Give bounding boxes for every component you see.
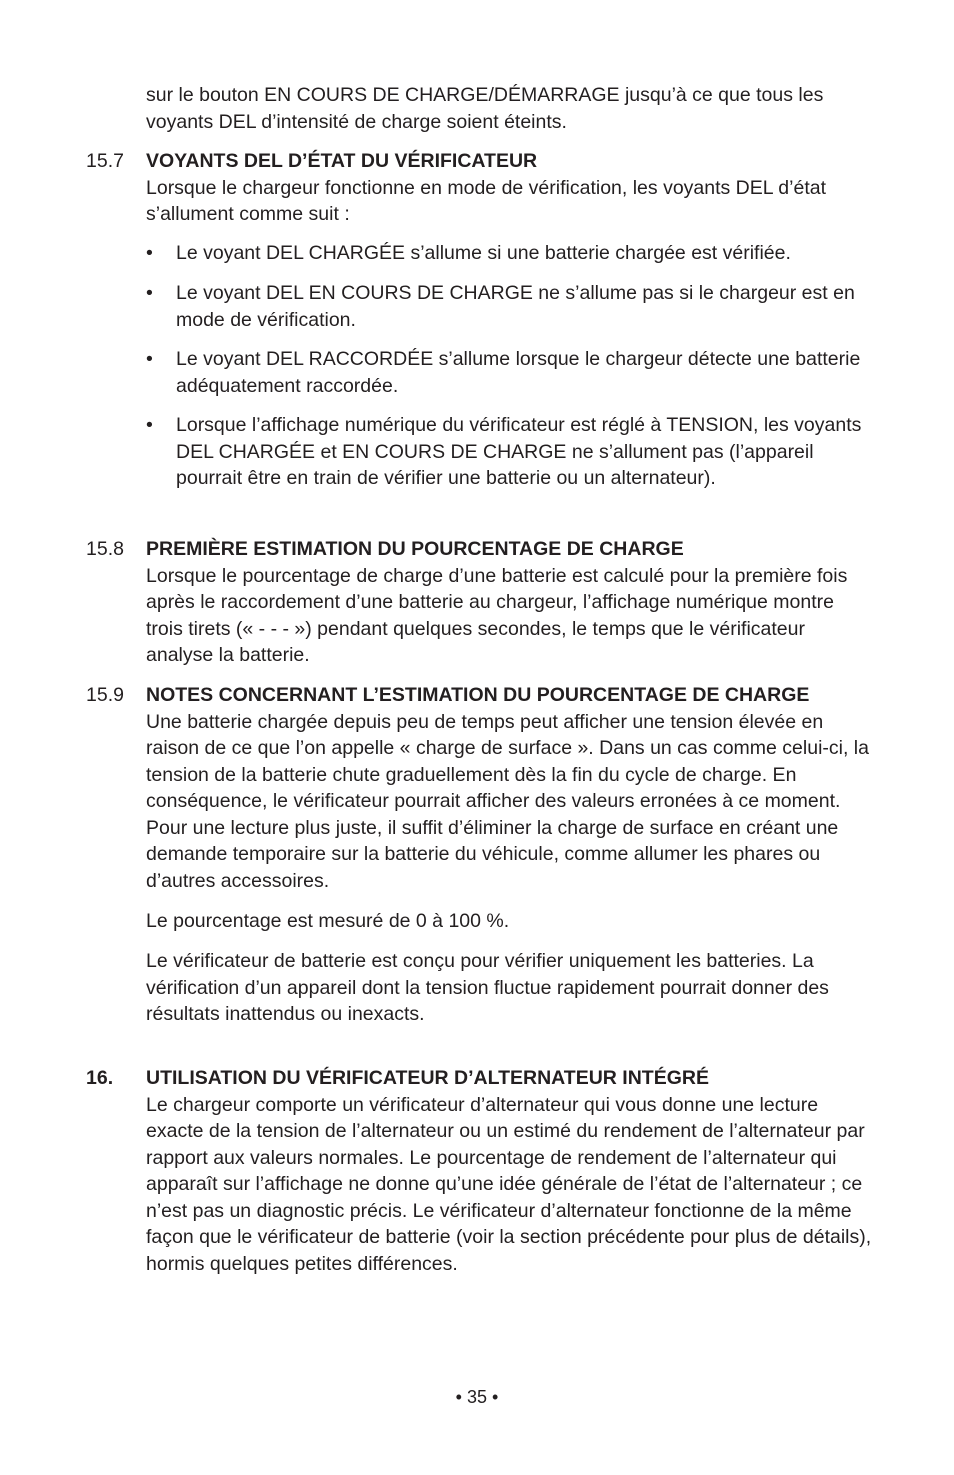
section-heading: VOYANTS DEL D’ÉTAT DU VÉRIFICATEUR [146,150,538,172]
bullet-icon: • [146,348,153,370]
section-number-16: 16. [86,1067,114,1089]
page-number: • 35 • [455,1387,499,1407]
section-body: Lorsque le pourcentage de charge d’une batterie est calculé pour la première fois après le raccordement d’une batterie au chargeur, l’affichage numérique montre trois tirets (« - - - ») pendant quelques secondes, le temps que le vérificateur analyse la batterie. [146,564,848,666]
section-body: Le chargeur comporte un vérificateur d’alternateur qui vous donne une lecture exacte de la tension de l’alternateur ou un estimé du rendement de l’alternateur par rapport aux valeurs normales. Le pourcentage de rendement de l’alternateur qui apparaît sur l’affichage ne donne qu’une idée générale de l’état de l’alternateur ; ce n’est pas un diagnostic précis. Le vérificateur d’alternateur fonctionne de la même façon que le vérificateur de batterie (voir la section précédente pour plus de détails), hormis quelques petites différences. [146,1093,872,1275]
section-16 [146,1065,876,1277]
section-heading: UTILISATION DU VÉRIFICATEUR D’ALTERNATEUR INTÉGRÉ [146,1067,709,1089]
tester-paragraph: Le vérificateur de batterie est conçu pour vérifier uniquement les batteries. La vérification d’un appareil dont la tension fluctue rapidement pourrait donner des résultats inattendus ou inexacts. [146,950,829,1025]
section-heading: PREMIÈRE ESTIMATION DU POURCENTAGE DE CHARGE [146,538,684,560]
list-item: Le voyant DEL RACCORDÉE s’allume lorsque le chargeur détecte une batterie adéquatement raccordée. [176,348,861,397]
bullet-icon: • [146,282,153,304]
bullet-icon: • [146,242,153,264]
section-body: Lorsque le chargeur fonctionne en mode de vérification, les voyants DEL d’état s’allument comme suit : [146,176,827,225]
section-heading: NOTES CONCERNANT L’ESTIMATION DU POURCENTAGE DE CHARGE [146,684,810,706]
section-number-15-8: 15.8 [86,538,124,560]
section-number-15-7: 15.7 [86,150,124,172]
section-number-15-9: 15.9 [86,684,124,706]
section-15-9 [146,682,876,894]
list-item: Lorsque l’affichage numérique du vérificateur est réglé à TENSION, les voyants DEL CHARGÉE et EN COURS DE CHARGE ne s’allument pas (l’appareil pourrait être en train de vérifier une batterie ou un alternateur). [176,414,862,489]
section-15-8 [146,536,876,669]
section-15-7 [146,148,876,228]
list-item: Le voyant DEL CHARGÉE s’allume si une batterie chargée est vérifiée. [176,242,791,264]
bullet-icon: • [146,414,153,436]
list-item: Le voyant DEL EN COURS DE CHARGE ne s’allume pas si le chargeur est en mode de vérification. [176,282,855,331]
percentage-paragraph: Le pourcentage est mesuré de 0 à 100 %. [146,910,510,932]
intro-paragraph: sur le bouton EN COURS DE CHARGE/DÉMARRAGE jusqu’à ce que tous les voyants DEL d’intensité de charge soient éteints. [146,84,824,133]
section-body: Une batterie chargée depuis peu de temps peut afficher une tension élevée en raison de ce que l’on appelle « charge de surface ». Dans un cas comme celui-ci, la tension de la batterie chute graduellement dès la fin du cycle de charge. En conséquence, le vérificateur pourrait afficher des valeurs erronées à ce moment. Pour une lecture plus juste, il suffit d’éliminer la charge de surface en créant une demande temporaire sur la batterie du véhicule, comme allumer les phares ou d’autres accessoires. [146,710,869,892]
